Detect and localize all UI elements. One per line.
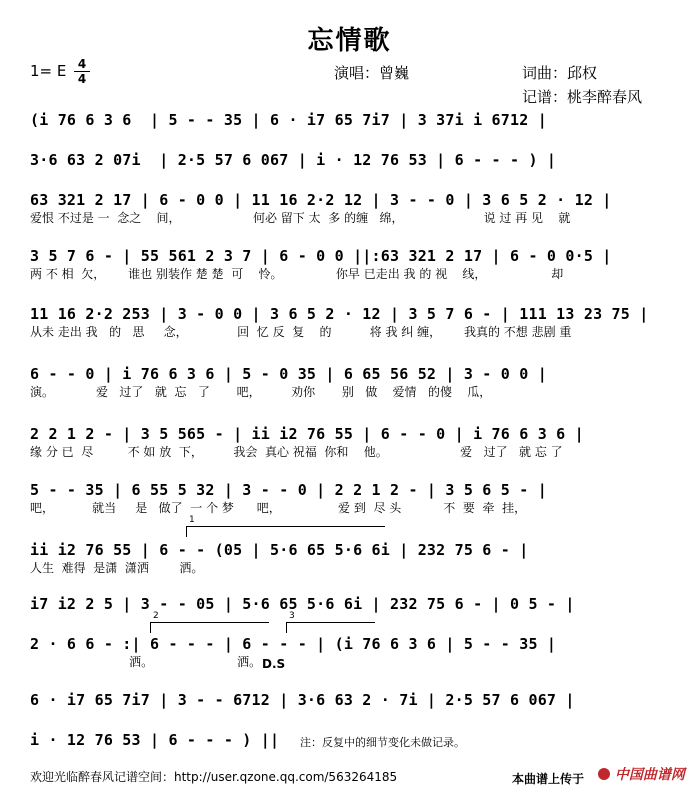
volta-bracket-1: 1 bbox=[186, 526, 385, 537]
score-row-8 bbox=[30, 480, 670, 516]
score-row-7 bbox=[30, 424, 670, 460]
footnote: 注：反复中的细节变化未做记录。 bbox=[300, 736, 465, 749]
ds-marker: D.S bbox=[262, 657, 286, 671]
time-sig-top: 4 bbox=[77, 57, 87, 71]
lyrics-line: 缘 分 已 尽 不 如 放 下， 我会 真心 祝福 你和 他。 爱 过了 就 忘 了 bbox=[30, 445, 563, 459]
logo-text: 中国曲谱网 bbox=[614, 767, 685, 783]
lyrics-line: 吧， 就当 是 做了 一 个 梦 吧， 爱 到 尽 头 不 要 牵 挂， bbox=[30, 501, 527, 515]
lyrics-line: 人生 难得 是潇 潇洒 洒。 bbox=[30, 561, 204, 575]
score-row-2 bbox=[30, 150, 670, 170]
lyrics-line: 两 不 相 欠， 谁也 别装作 楚 楚 可 怜。 你早 已走出 我 的 视 线， 却 bbox=[30, 267, 564, 281]
key-signature: 1= E bbox=[30, 62, 67, 80]
score-row-6 bbox=[30, 364, 670, 400]
notation-line: 6 · i7 65 7i7 | 3 - - 6712 | 3·6 63 2 · 7i | 2·5 57 6 067 | bbox=[30, 691, 575, 709]
notation-line: 2 · 6 6 - :| 6 - - - | 6 - - - | (i 76 6 3 6 | 5 - - 35 | bbox=[30, 635, 557, 653]
score-row-1 bbox=[30, 110, 670, 130]
logo-icon bbox=[598, 768, 610, 780]
notation-line: ii i2 76 55 | 6 - - (05 | 5·6 65 5·6 6i | 232 75 6 - | bbox=[30, 541, 529, 559]
score-row-9 bbox=[30, 540, 670, 576]
footer-upload-text: 本曲谱上传于 bbox=[512, 772, 585, 786]
notation-line: 5 - - 35 | 6 55 5 32 | 3 - - 0 | 2 2 1 2 - | 3 5 6 5 - | bbox=[30, 481, 547, 499]
notation-line: 3·6 63 2 07i | 2·5 57 6 067 | i · 12 76 53 | 6 - - - ) | bbox=[30, 151, 557, 169]
notation-line: 11 16 2·2 253 | 3 - 0 0 | 3 6 5 2 · 12 | 3 5 7 6 - | 111 13 23 75 | bbox=[30, 305, 649, 323]
notation-line: 2 2 1 2 - | 3 5 565 - | ii i2 76 55 | 6 - - 0 | i 76 6 3 6 | bbox=[30, 425, 584, 443]
notation-line: 6 - - 0 | i 76 6 3 6 | 5 - 0 35 | 6 65 56 52 | 3 - 0 0 | bbox=[30, 365, 547, 383]
singer-credit: 演唱：曾巍 bbox=[334, 64, 410, 82]
volta-bracket-3: 3 bbox=[286, 622, 375, 633]
notation-line: i7 i2 2 5 | 3 - - 05 | 5·6 65 5·6 6i | 232 75 6 - | 0 5 - | bbox=[30, 595, 575, 613]
footer-welcome-text: 欢迎光临醉春风记谱空间：http://user.qzone.qq.com/563264185 bbox=[30, 770, 398, 784]
site-logo bbox=[598, 764, 685, 784]
composer-credit: 词曲：邱权 bbox=[522, 64, 598, 82]
lyrics-line: 洒。 洒。 bbox=[30, 655, 262, 669]
score-row-4 bbox=[30, 246, 670, 282]
notation-line: 3 5 7 6 - | 55 561 2 3 7 | 6 - 0 0 ||:63 321 2 17 | 6 - 0 0·5 | bbox=[30, 247, 612, 265]
time-sig-bottom: 4 bbox=[77, 72, 87, 86]
notation-line: (i 76 6 3 6 | 5 - - 35 | 6 · i7 65 7i7 | 3 37i i 6712 | bbox=[30, 111, 547, 129]
score-row-5 bbox=[30, 304, 670, 340]
score-row-10 bbox=[30, 594, 670, 614]
lyrics-line: 从未 走出 我 的 思 念， 回 忆 反 复 的 将 我 纠 缠， 我真的 不想 悲剧 重 bbox=[30, 325, 572, 339]
lyrics-line: 演。 爱 过了 就 忘 了 吧， 劝你 别 做 爱情 的傻 瓜， bbox=[30, 385, 492, 399]
lyrics-line: 爱恨 不过是 一 念之 间， 何必 留下 太 多 的缠 绵， 说 过 再 见 就 bbox=[30, 211, 571, 225]
volta-bracket-2: 2 bbox=[150, 622, 269, 633]
transcriber-credit: 记谱：桃李醉春风 bbox=[522, 88, 643, 106]
score-row-13 bbox=[30, 730, 300, 750]
song-title: 忘情歌 bbox=[307, 26, 392, 56]
score-row-11 bbox=[30, 634, 670, 670]
notation-line: 63 321 2 17 | 6 - 0 0 | 11 16 2·2 12 | 3 - - 0 | 3 6 5 2 · 12 | bbox=[30, 191, 612, 209]
score-row-12 bbox=[30, 690, 670, 710]
notation-line: i · 12 76 53 | 6 - - - ) || bbox=[30, 731, 280, 749]
score-row-3 bbox=[30, 190, 670, 226]
time-signature bbox=[74, 58, 90, 85]
